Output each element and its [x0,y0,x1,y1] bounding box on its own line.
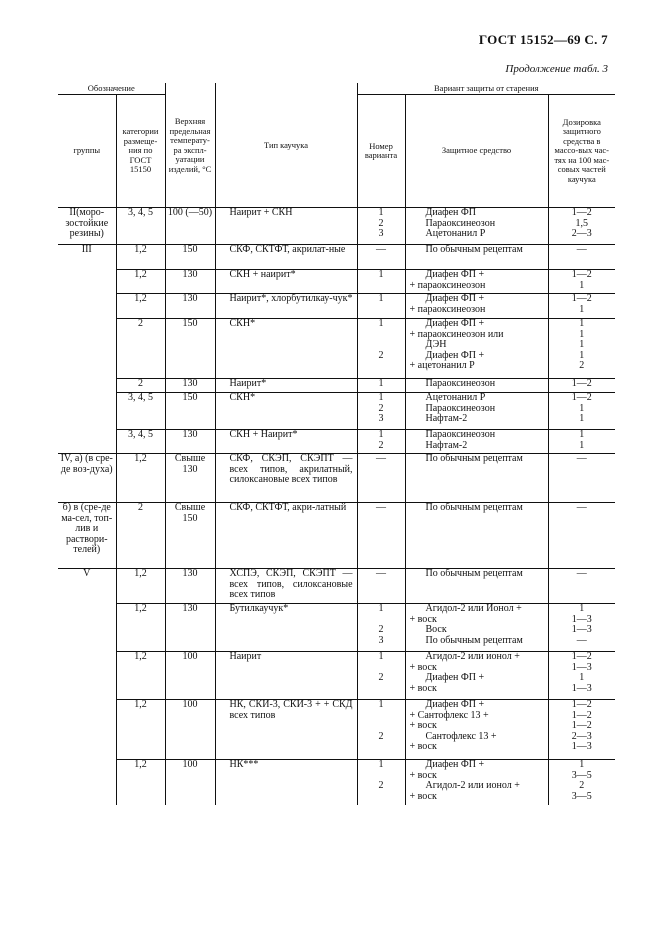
temp-text: 100 [182,699,198,710]
rubber-cell [215,760,357,805]
dosage-cell [548,760,615,805]
rubber-text: Наирит + СКН [229,207,293,218]
variant-number: 1 [378,318,384,329]
rubber-text: СКФ, СКЭП, СКЭПТ — всех типов, акрилатный, силоксановые всех типов [229,453,353,485]
temp-cell [165,430,215,454]
group-cell [58,700,116,760]
agent-line: + воск [409,741,437,752]
temp-cell [165,379,215,393]
agent-line: + параоксинеозон [409,279,486,291]
dosage-value: — [576,502,587,513]
variant-number [360,742,403,753]
rubber-text: ХСПЭ, СКЭП, СКЭПТ — всех типов, силоксановые всех типов [229,568,353,600]
agent-cell [405,604,548,652]
variant-number: 1 [378,378,384,389]
agent-line: Параоксинеозон [425,429,496,440]
variant-number-cell [357,245,405,270]
agent-line: Параоксинеозон [425,217,496,229]
agent-line: Диафен ФП + [425,759,485,770]
dosage-value: 1—3 [571,624,592,635]
dosage-header: Дозировка защитного средства в массо-вых час-тях на 100 мас-совых частей каучука [548,95,615,208]
variant-number: 1 [378,759,384,770]
group-cell [58,208,116,245]
group-text: IV, а) (в сре-де воз-духа) [60,453,113,475]
variant-number: 1 [378,603,384,614]
rubber-cell [215,319,357,379]
rubber-text: СКН* [229,318,256,329]
category-text: 1,2 [134,759,147,770]
agent-line: Диафен ФП + [425,672,485,683]
category-text: 2 [138,318,143,329]
category-text: 1,2 [134,293,147,304]
dosage-cell [548,379,615,393]
dosage-cell [548,208,615,245]
dosage-value: 1—2 [571,699,592,710]
agent-cell [405,760,548,805]
agent-cell [405,700,548,760]
designation-header: Обозначение [58,83,165,95]
agent-line: Диафен ФП + [425,269,485,280]
variant-number-cell [357,430,405,454]
temp-cell [165,319,215,379]
temp-cell [165,393,215,430]
group-cell [58,454,116,503]
variant-number: 2 [378,217,384,229]
rubber-cell [215,430,357,454]
table-row [58,393,615,430]
group-cell [58,379,116,393]
table-row [58,270,615,294]
dosage-value: 1 [579,439,585,451]
category-cell [116,652,165,700]
temp-text: 130 [182,568,198,579]
variant-number: 2 [378,349,384,361]
agent-line: + воск [409,769,437,781]
agent-line: По обычным рецептам [425,568,523,579]
table-row [58,379,615,393]
group-text: III [81,244,92,255]
rubber-text: НК, СКИ-3, СКИ-3 + + СКД всех типов [229,699,353,721]
dosage-value: 1 [579,603,585,614]
rubber-text: Наирит [229,651,262,662]
variant-number-cell [357,454,405,503]
table-row [58,652,615,700]
temp-cell [165,569,215,604]
variant-protection-header: Вариант защиты от старения [357,83,615,95]
variant-number: — [376,502,387,513]
variant-number-cell [357,208,405,245]
agent-line: + воск [409,720,437,731]
dosage-value: 1 [579,413,585,424]
temp-text: 130 [182,293,198,304]
rubber-type-header: Тип каучука [215,83,357,208]
dosage-value: 1 [579,672,585,683]
temp-cell [165,604,215,652]
temp-text: 100 [182,759,198,770]
variant-number [360,340,403,351]
variant-number: 3 [378,228,384,239]
temp-cell [165,245,215,270]
dosage-cell [548,604,615,652]
category-text: 3, 4, 5 [128,207,153,218]
agent-line: По обычным рецептам [425,634,523,646]
category-text: 3, 4, 5 [128,392,153,403]
dosage-cell [548,700,615,760]
agent-line: Нафтам-2 [425,413,468,424]
group-cell [58,294,116,319]
group-cell [58,652,116,700]
category-cell [116,760,165,805]
agent-cell [405,393,548,430]
category-cell [116,319,165,379]
agent-line: + воск [409,613,437,625]
dosage-cell [548,393,615,430]
group-cell [58,270,116,294]
variant-number-cell [357,700,405,760]
variant-number [360,361,403,372]
agent-line: + параоксинеозон [409,303,486,315]
agent-cell [405,503,548,569]
rubber-cell [215,604,357,652]
variant-number: 2 [378,730,384,742]
group-cell [58,245,116,270]
rubber-text: СКФ, СКТФТ, акрилат-ные [229,244,346,255]
dosage-cell [548,270,615,294]
category-text: 1,2 [134,651,147,662]
group-cell [58,760,116,805]
agent-line: Агидол-2 или Ионол + [425,603,522,614]
temp-text: 130 [182,269,198,280]
variant-number: 1 [378,699,384,710]
table-row [58,760,615,805]
agent-line: + воск [409,661,437,673]
variant-number: 2 [378,780,384,791]
agent-line: + воск [409,790,437,802]
category-text: 1,2 [134,453,147,464]
variant-number-cell [357,270,405,294]
category-cell [116,379,165,393]
dosage-value: — [576,634,587,646]
agent-line: + параоксинеозон или [409,328,504,340]
agent-line: Сантофлекс 13 + [425,730,497,742]
rubber-cell [215,379,357,393]
rubber-cell [215,454,357,503]
category-text: 1,2 [134,568,147,579]
category-text: 1,2 [134,269,147,280]
variant-number: 1 [378,207,384,218]
rubber-cell [215,270,357,294]
group-cell [58,393,116,430]
dosage-cell [548,319,615,379]
dosage-value: 1 [579,759,585,770]
temp-cell [165,208,215,245]
variant-number: 2 [378,624,384,635]
dosage-value: 3—5 [571,790,592,802]
agent-line: Диафен ФП + [425,699,485,710]
dosage-value: 1 [579,429,585,440]
variant-number: — [376,453,387,464]
variant-number: 1 [378,269,384,280]
dosage-value: 1 [579,303,585,315]
temp-text: 130 [182,378,198,389]
agent-line: Агидол-2 или ионол + [425,780,520,791]
agent-line: Диафен ФП + [425,293,485,304]
category-text: 1,2 [134,699,147,710]
upper-temp-header: Верхняя предельная температу-ра экспл-уатации изделий, °С [165,83,215,208]
dosage-value: — [576,244,587,255]
temp-text: Свыше 130 [174,453,206,475]
agent-cell [405,652,548,700]
temp-cell [165,294,215,319]
rubber-text: НК*** [229,759,259,770]
agent-line: + воск [409,682,437,694]
table-row [58,700,615,760]
table-row [58,503,615,569]
temp-text: Свыше 150 [174,502,206,524]
dosage-cell [548,245,615,270]
agent-line: По обычным рецептам [425,453,523,464]
agent-line: Диафен ФП [425,207,477,218]
dosage-value: 1—3 [571,682,592,694]
protective-agent-header: Защитное средство [405,95,548,208]
dosage-value: 1,5 [575,217,589,229]
category-cell [116,270,165,294]
rubber-cell [215,569,357,604]
rubber-text: Наирит*, хлорбутилкау-чук* [229,293,353,304]
dosage-value: 1—2 [571,709,592,721]
variant-number: 2 [378,672,384,683]
category-cell [116,604,165,652]
category-cell [116,393,165,430]
group-text: II(моро-зостойкие резины) [65,207,109,239]
agent-cell [405,379,548,393]
variant-number [360,684,403,695]
group-cell [58,604,116,652]
variant-number-header: Номер варианта [357,95,405,208]
category-cell [116,245,165,270]
variant-number: 1 [378,651,384,662]
dosage-value: 1—3 [571,613,592,625]
variant-number [360,792,403,803]
dosage-value: 1 [579,349,585,361]
agent-cell [405,569,548,604]
dosage-value: 2 [579,360,585,371]
temp-cell [165,503,215,569]
dosage-cell [548,294,615,319]
temp-cell [165,270,215,294]
agent-line: Нафтам-2 [425,439,468,451]
variant-number: 2 [378,402,384,414]
dosage-value: 1 [579,339,585,350]
group-cell [58,319,116,379]
category-text: 1,2 [134,244,147,255]
rubber-text: СКН* [229,392,256,403]
table-body [58,208,615,805]
category-text: 1,2 [134,603,147,614]
rubber-cell [215,294,357,319]
dosage-cell [548,652,615,700]
variant-number-cell [357,319,405,379]
group-cell [58,569,116,604]
table-row [58,430,615,454]
agent-cell [405,270,548,294]
rubber-cell [215,503,357,569]
dosage-value: 1 [579,328,585,340]
agent-line: Параоксинеозон [425,378,496,389]
agent-line: Параоксинеозон [425,402,496,414]
temp-text: 130 [182,603,198,614]
variant-number: — [376,244,387,255]
dosage-value: 1 [579,402,585,414]
agent-line: Диафен ФП + [425,349,485,361]
temp-cell [165,454,215,503]
agent-line: ДЭН [425,339,447,350]
rubber-cell [215,208,357,245]
agent-cell [405,294,548,319]
group-cell [58,430,116,454]
table-row [58,454,615,503]
dosage-value: — [576,568,587,579]
temp-text: 100 [182,651,198,662]
category-cell [116,294,165,319]
dosage-value: — [576,453,587,464]
dosage-cell [548,454,615,503]
group-text: б) в (сре-де ма-сел, топ-лив и раствори-телей) [61,502,113,555]
variant-number [360,721,403,732]
variant-number-cell [357,604,405,652]
table-row [58,245,615,270]
category-cell [116,430,165,454]
dosage-value: 3—5 [571,769,592,781]
rubber-text: СКФ, СКТФТ, акри-латный [229,502,347,513]
agent-line: По обычным рецептам [425,502,523,513]
dosage-value: 1 [579,279,585,291]
dosage-value: 1—2 [571,720,592,731]
temp-text: 150 [182,244,198,255]
agent-line: + ацетонанил Р [409,360,475,371]
group-text: V [83,568,91,579]
table-row [58,569,615,604]
temp-text: 150 [182,318,198,329]
variant-number-cell [357,379,405,393]
group-header: группы [58,95,116,208]
variant-number: 1 [378,429,384,440]
table-row [58,208,615,245]
dosage-value: 1—2 [571,651,592,662]
rubber-cell [215,652,357,700]
agent-cell [405,319,548,379]
dosage-value: 1 [579,318,585,329]
variant-number-cell [357,503,405,569]
dosage-value: 1—2 [571,269,592,280]
page-header: ГОСТ 15152—69 С. 7 [478,32,608,47]
variant-number: 1 [378,392,384,403]
agent-line: + Сантофлекс 13 + [409,709,489,721]
agent-cell [405,454,548,503]
dosage-value: 1—2 [571,378,592,389]
rubber-text: Бутилкаучук* [229,603,289,614]
category-cell [116,208,165,245]
category-header: категории размеще-ния по ГОСТ 15150 [116,95,165,208]
table-row [58,319,615,379]
protection-table [58,83,615,805]
table-row [58,604,615,652]
variant-number: 2 [378,439,384,451]
variant-number: 3 [378,413,384,424]
agent-cell [405,208,548,245]
agent-line: По обычным рецептам [425,244,523,255]
dosage-cell [548,430,615,454]
rubber-cell [215,393,357,430]
category-cell [116,569,165,604]
dosage-value: 1—3 [571,741,592,752]
variant-number-cell [357,569,405,604]
temp-cell [165,760,215,805]
category-cell [116,503,165,569]
rubber-text: Наирит* [229,378,267,389]
temp-text: 130 [182,429,198,440]
agent-line: Ацетонанил Р [425,392,486,403]
rubber-cell [215,245,357,270]
variant-number-cell [357,294,405,319]
rubber-text: СКН + наирит* [229,269,296,280]
variant-number-cell [357,652,405,700]
variant-number: 3 [378,634,384,646]
category-text: 3, 4, 5 [128,429,153,440]
rubber-cell [215,700,357,760]
agent-cell [405,430,548,454]
dosage-value: 1—3 [571,661,592,673]
dosage-value: 1—2 [571,392,592,403]
dosage-value: 2 [579,780,585,791]
agent-line: Агидол-2 или ионол + [425,651,520,662]
agent-line: Диафен ФП + [425,318,485,329]
category-text: 2 [138,378,143,389]
table-row [58,294,615,319]
dosage-value: 1—2 [571,207,592,218]
variant-number: — [376,568,387,579]
group-cell [58,503,116,569]
temp-text: 100 (—50) [167,207,213,218]
dosage-cell [548,503,615,569]
dosage-value: 2—3 [571,730,592,742]
variant-number-cell [357,393,405,430]
agent-line: Воск [425,624,447,635]
temp-cell [165,652,215,700]
category-cell [116,700,165,760]
category-text: 2 [138,502,143,513]
table-continuation-caption: Продолжение табл. 3 [505,63,608,75]
rubber-text: СКН + Наирит* [229,429,298,440]
temp-cell [165,700,215,760]
dosage-value: 2—3 [571,228,592,239]
agent-cell [405,245,548,270]
variant-number: 1 [378,293,384,304]
category-cell [116,454,165,503]
dosage-cell [548,569,615,604]
variant-number-cell [357,760,405,805]
agent-line: Ацетонанил Р [425,228,486,239]
temp-text: 150 [182,392,198,403]
dosage-value: 1—2 [571,293,592,304]
